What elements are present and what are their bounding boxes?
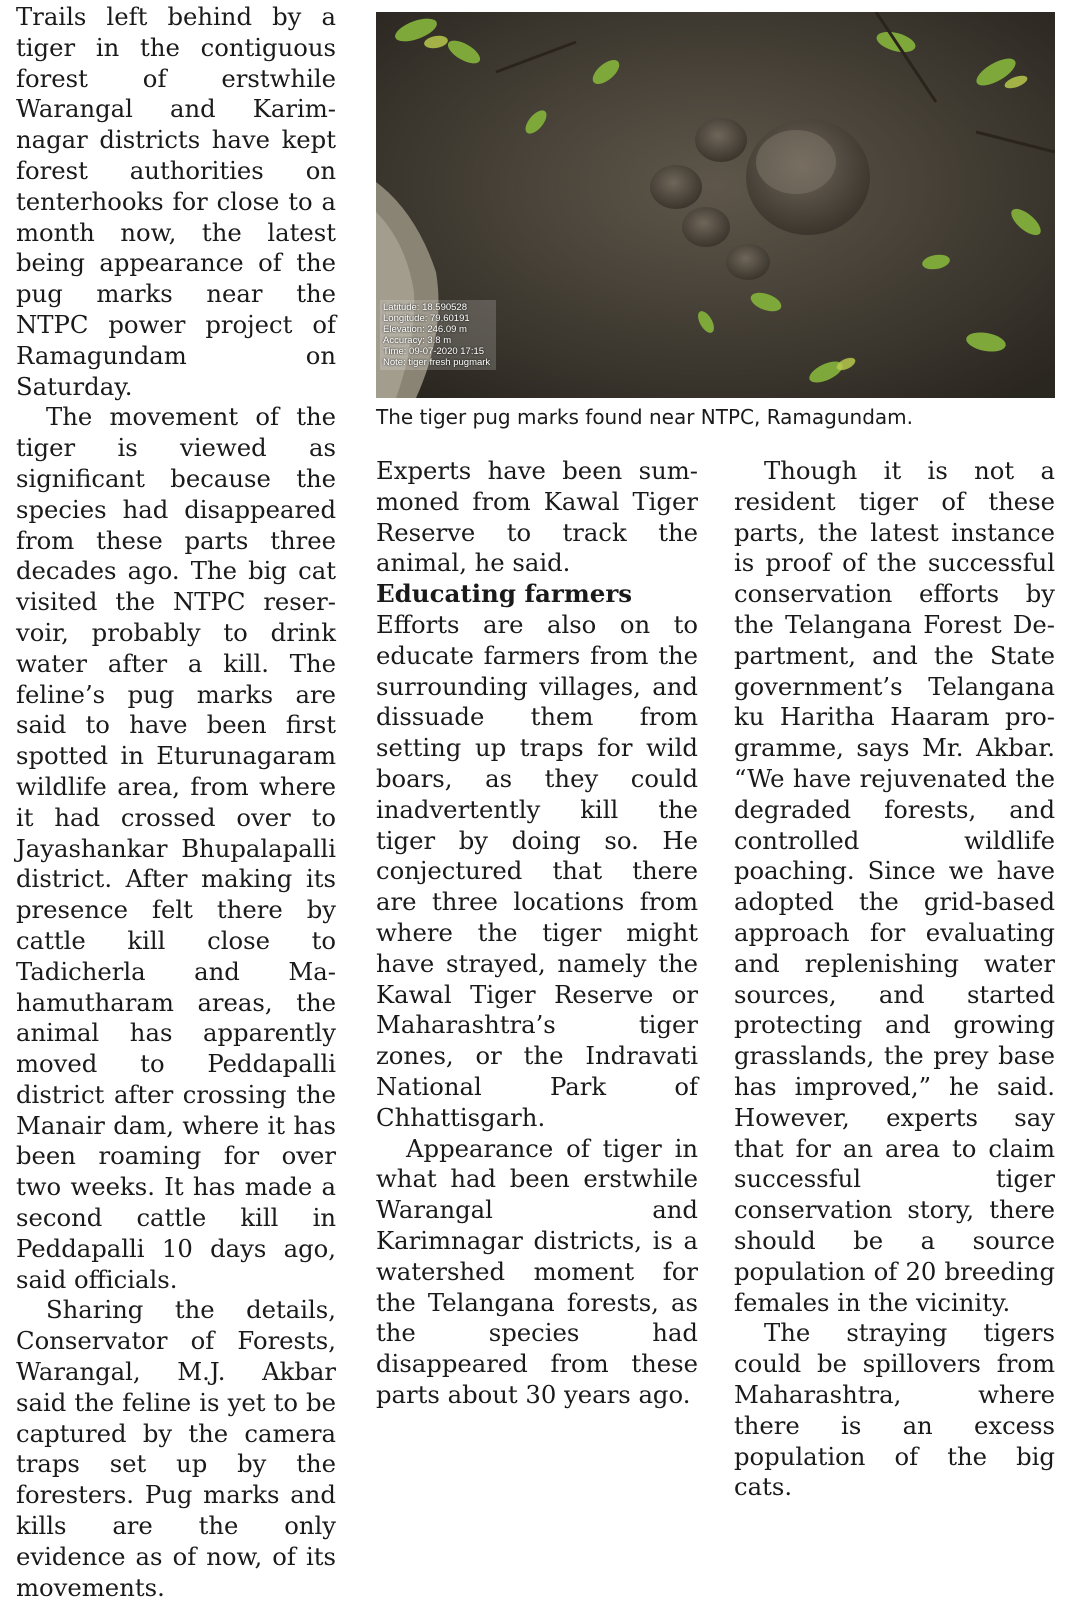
paragraph: Experts have been summoned from Kawal Tiger Reserve to track the animal, he said. <box>376 456 698 578</box>
stamp-latitude: Latitude: 18.590528 <box>383 302 467 313</box>
stamp-time: Time: 09-07-2020 17:15 <box>383 346 485 357</box>
stamp-note: Note: tiger fresh pugmark <box>383 357 491 368</box>
paragraph: Trails left behind by a tiger in the contiguous forest of erstwhile Warangal and Karimnagar districts have kept forest authorities on tenterhooks for close to a month now, the latest being appearance of the pug marks near the NTPC power project of Ramagundam on Saturday. <box>16 2 336 401</box>
article-column-2 <box>376 456 698 1411</box>
stamp-accuracy: Accuracy: 3.8 m <box>383 335 452 346</box>
paragraph: The movement of the tiger is viewed as significant because the species had disappeared from these parts three decades ago. The big cat visited the NTPC reservoir, probably to drink water after a kill. The feline’s pug marks are said to have been first spotted in Eturunagaram wildlife area, from where it had crossed over to Jayashankar Bhupalapalli district. After making its presence felt there by cattle kill close to Tadicherla and Mahamutharam areas, the animal has apparently moved to Peddapalli district after crossing the Manair dam, where it has been roaming for over two weeks. It has made a second cattle kill in Peddapalli 10 days ago, said officials. <box>16 402 336 1294</box>
stamp-elevation: Elevation: 246.09 m <box>383 324 467 335</box>
paragraph: Efforts are also on to educate farmers from the surrounding villages, and dissuade them from setting up traps for wild boars, as they could inadvertently kill the tiger by doing so. He conjectured that there are three locations from where the tiger might have strayed, namely the Kawal Tiger Reserve or Maharashtra’s tiger zones, or the Indravati National Park of Chhattisgarh. <box>376 609 698 1132</box>
paragraph: The straying tigers could be spillovers from Maharashtra, where there is an excess population of the big cats. <box>734 1318 1055 1502</box>
article-column-1 <box>16 2 336 1603</box>
stamp-longitude: Longitude: 79.60191 <box>383 313 470 324</box>
geo-tag-stamp <box>380 300 496 370</box>
paragraph: Though it is not a resident tiger of these parts, the latest instance is proof of the successful conservation efforts by the Telangana Forest Department, and the State government’s Telangana ku Haritha Haaram programme, says Mr. Akbar. “We have rejuvenated the degraded forests, and controlled wildlife poaching. Since we have adopted the grid-based approach for evaluating and replenishing water sources, and started protecting and growing grasslands, the prey base has improved,” he said. However, experts say that for an area to claim successful tiger conservation story, there should be a source population of 20 breeding females in the vicinity. <box>734 456 1055 1317</box>
article-column-3 <box>734 456 1055 1503</box>
pug-mark-photo <box>376 12 1055 398</box>
subheading: Educating farmers <box>376 579 633 609</box>
photo-caption: The tiger pug marks found near NTPC, Ramagundam. <box>376 405 913 429</box>
paragraph: Sharing the details, Conservator of Forests, Warangal, M.J. Akbar said the feline is yet to be captured by the camera traps set up by the foresters. Pug marks and kills are the only evidence as of now, of its movements. <box>16 1295 336 1602</box>
paragraph: Appearance of tiger in what had been erstwhile Warangal and Karimnagar districts, is a watershed moment for the Telangana forests, as the species had disappeared from these parts about 30 years ago. <box>376 1133 698 1409</box>
